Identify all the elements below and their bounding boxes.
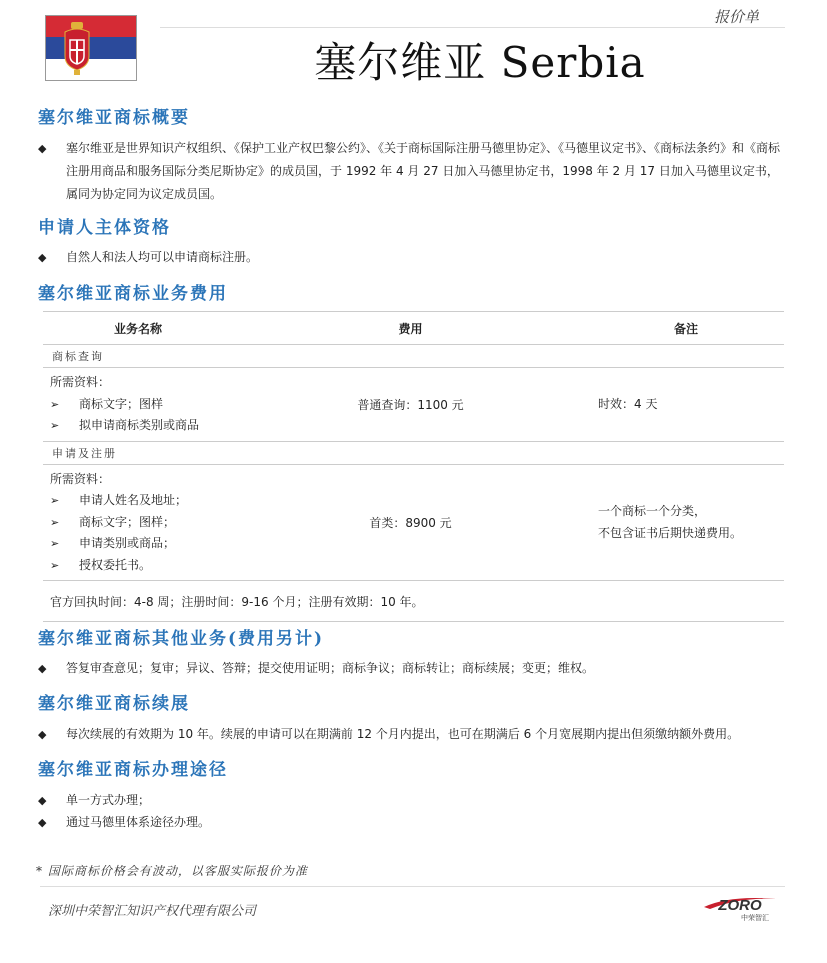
eligibility-text: 自然人和法人均可以申请商标注册。: [66, 250, 259, 264]
footer-divider: [40, 886, 785, 887]
fees-footer-row: [43, 581, 784, 622]
material-item: ➢ 商标文字；图样: [50, 394, 233, 416]
note-cell: [588, 464, 784, 581]
table-row: [43, 464, 784, 581]
arrow-bullet-icon: ➢: [50, 537, 60, 550]
note-cell: [588, 368, 784, 442]
route-text: 单一方式办理；: [66, 793, 151, 807]
section-title-eligibility: 申请人主体资格: [38, 218, 171, 238]
group-header-search: [43, 345, 784, 368]
arrow-bullet-icon: ➢: [50, 558, 60, 572]
svg-text:中荣智汇: 中荣智汇: [741, 914, 769, 922]
group-name: 商标查询: [43, 345, 784, 368]
page-title: 塞尔维亚 Serbia: [314, 38, 646, 87]
materials-label: 所需资料：: [50, 471, 111, 486]
arrow-bullet-icon: ➢: [50, 494, 60, 507]
diamond-bullet-icon: ◆: [38, 728, 47, 741]
header-divider: [160, 27, 785, 28]
diamond-bullet-icon: ◆: [38, 794, 47, 807]
note-line: 时效：4 天: [598, 397, 658, 412]
column-header: 业务名称: [43, 312, 233, 345]
arrow-bullet-icon: ➢: [50, 515, 60, 529]
svg-text:ZORO: ZORO: [718, 897, 762, 914]
group-name: 申请及注册: [43, 441, 784, 464]
overview-bullet: [38, 137, 783, 206]
fees-table: [43, 311, 784, 622]
material-item: ➢ 申请人姓名及地址；: [50, 490, 233, 512]
arrow-bullet-icon: ➢: [50, 419, 60, 432]
section-title-route: 塞尔维亚商标办理途径: [38, 760, 228, 780]
material-item: ➢ 商标文字；图样；: [50, 512, 233, 534]
fee-cell: 首类：8900 元: [233, 464, 588, 581]
material-item: ➢ 拟申请商标类别或商品: [50, 415, 233, 437]
note-line: 不包含证书后期快递费用。: [598, 526, 743, 541]
zoro-logo-icon: [700, 893, 780, 925]
fees-header-row: [43, 312, 784, 345]
material-item: ➢ 申请类别或商品；: [50, 533, 233, 555]
renewal-bullet: [38, 723, 783, 746]
route-bullet: [38, 811, 783, 834]
price-disclaimer: * 国际商标价格会有波动，以客服实际报价为准: [36, 864, 308, 878]
fee-cell: 普通查询：1100 元: [233, 368, 588, 442]
section-title-renewal: 塞尔维亚商标续展: [38, 694, 190, 714]
other-bullet: [38, 657, 783, 680]
fees-footer: 官方回执时间：4-8 周；注册时间：9-16 个月；注册有效期：10 年。: [43, 581, 784, 622]
materials-cell: [43, 464, 233, 581]
table-row: [43, 368, 784, 442]
diamond-bullet-icon: ◆: [38, 662, 47, 675]
material-item: ➢ 授权委托书。: [50, 555, 233, 577]
route-bullet: [38, 789, 783, 812]
column-header: 备注: [588, 312, 784, 345]
company-name: 深圳中荣智汇知识产权代理有限公司: [48, 904, 257, 919]
section-title-overview: 塞尔维亚商标概要: [38, 108, 190, 128]
materials-label: 所需资料：: [50, 375, 111, 389]
coat-of-arms-icon: [62, 22, 92, 76]
arrow-bullet-icon: ➢: [50, 397, 60, 411]
section-title-other: 塞尔维亚商标其他业务(费用另计): [38, 629, 325, 649]
eligibility-bullet: [38, 246, 783, 269]
renewal-text: 每次续展的有效期为 10 年。续展的申请可以在期满前 12 个月内提出，也可在期满后 6 个月宽展期内提出但须缴纳额外费用。: [66, 727, 740, 741]
column-header: 费用: [233, 312, 588, 345]
note-line: 一个商标一个分类，: [598, 504, 707, 519]
materials-cell: [43, 368, 233, 442]
route-text: 通过马德里体系途径办理。: [66, 815, 211, 829]
diamond-bullet-icon: ◆: [38, 251, 47, 264]
section-title-fees: 塞尔维亚商标业务费用: [38, 284, 228, 304]
diamond-bullet-icon: ◆: [38, 142, 47, 155]
other-text: 答复审查意见；复审；异议、答辩；提交使用证明；商标争议；商标转让；商标续展；变更；维权。: [66, 661, 595, 675]
quote-label: 报价单: [713, 8, 759, 26]
serbia-flag-icon: [45, 15, 137, 81]
group-header-registration: [43, 441, 784, 464]
diamond-bullet-icon: ◆: [38, 816, 47, 829]
overview-text: 塞尔维亚是世界知识产权组织、《保护工业产权巴黎公约》、《关于商标国际注册马德里协定》、《马德里议定书》、《商标法条约》和《商标注册用商品和服务国际分类尼斯协定》的成员国，于 1992 年 4 月 27 日加入马德里协定书，1998 年 2 月 17 日加入马德里议定书，属同为协定同为议定成员国。: [66, 141, 781, 201]
